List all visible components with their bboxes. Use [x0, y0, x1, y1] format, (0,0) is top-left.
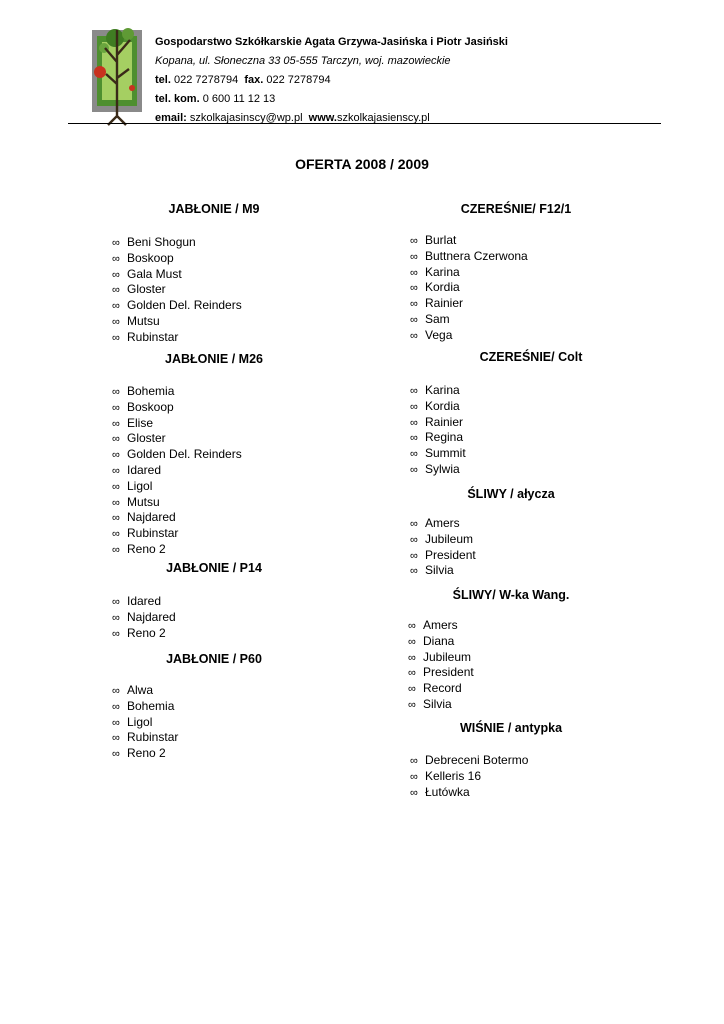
- variety-name: Ligol: [127, 478, 153, 493]
- variety-item: [410, 328, 528, 344]
- variety-list: [410, 383, 466, 478]
- variety-item: [410, 399, 466, 415]
- variety-name: Rubinstar: [127, 329, 179, 344]
- infinity-bullet-icon: ∞: [410, 549, 418, 562]
- infinity-bullet-icon: ∞: [112, 732, 120, 745]
- section-heading: [64, 202, 364, 216]
- infinity-bullet-icon: ∞: [410, 298, 418, 311]
- variety-list: [112, 384, 242, 558]
- infinity-bullet-icon: ∞: [112, 596, 120, 608]
- variety-item: [112, 715, 178, 731]
- section-heading: [361, 588, 661, 602]
- variety-item: [112, 594, 176, 610]
- infinity-bullet-icon: ∞: [112, 386, 120, 398]
- variety-name: Rainier: [425, 414, 464, 429]
- variety-item: [410, 249, 528, 265]
- variety-name: Najdared: [127, 609, 176, 624]
- infinity-bullet-icon: ∞: [410, 533, 418, 546]
- variety-name: Regina: [425, 430, 464, 445]
- variety-item: [112, 626, 176, 642]
- variety-item: [410, 516, 476, 532]
- infinity-bullet-icon: ∞: [410, 400, 418, 413]
- infinity-bullet-icon: ∞: [112, 611, 120, 624]
- variety-list: [410, 753, 528, 800]
- section-title: JABŁONIE / M26: [165, 352, 263, 366]
- variety-name: Boskoop: [127, 399, 174, 414]
- variety-list: [112, 235, 242, 346]
- section-heading: [64, 352, 364, 366]
- variety-item: [410, 296, 528, 312]
- variety-item: [410, 233, 528, 249]
- infinity-bullet-icon: ∞: [112, 417, 120, 430]
- variety-name: Burlat: [425, 233, 457, 247]
- variety-list: [112, 594, 176, 641]
- variety-item: [112, 610, 176, 626]
- variety-item: [112, 730, 178, 746]
- variety-list: [408, 618, 474, 713]
- infinity-bullet-icon: ∞: [410, 565, 418, 578]
- variety-name: Amers: [425, 516, 460, 530]
- variety-item: [410, 532, 476, 548]
- infinity-bullet-icon: ∞: [408, 620, 416, 632]
- company-name: Gospodarstwo Szkółkarskie Agata Grzywa-Jasińska i Piotr Jasiński: [155, 36, 508, 48]
- infinity-bullet-icon: ∞: [410, 786, 418, 799]
- page-title: OFERTA 2008 / 2009: [295, 156, 429, 172]
- fax-value: 022 7278794: [266, 74, 331, 86]
- variety-name: Sylwia: [425, 461, 460, 476]
- variety-item: [410, 280, 528, 296]
- variety-item: [410, 548, 476, 564]
- infinity-bullet-icon: ∞: [112, 716, 120, 729]
- variety-item: [112, 235, 242, 251]
- section-heading: [381, 350, 681, 364]
- variety-name: Rainier: [425, 296, 464, 311]
- infinity-bullet-icon: ∞: [410, 463, 418, 476]
- infinity-bullet-icon: ∞: [112, 433, 120, 446]
- infinity-bullet-icon: ∞: [408, 635, 416, 648]
- contact-line: [155, 109, 508, 128]
- variety-item: [410, 415, 466, 431]
- variety-item: [112, 267, 242, 283]
- infinity-bullet-icon: ∞: [410, 770, 418, 783]
- section-title: ŚLIWY/ W-ka Wang.: [452, 588, 570, 602]
- infinity-bullet-icon: ∞: [112, 237, 120, 249]
- variety-item: [410, 785, 528, 801]
- section-title: ŚLIWY / ałycza: [467, 487, 555, 501]
- infinity-bullet-icon: ∞: [112, 464, 120, 477]
- variety-name: Kordia: [425, 398, 460, 413]
- mobile-line: [155, 90, 508, 109]
- variety-name: Najdared: [127, 510, 176, 525]
- variety-name: Beni Shogun: [127, 235, 196, 249]
- variety-name: Mutsu: [127, 313, 160, 328]
- variety-name: Łutówka: [425, 784, 470, 799]
- infinity-bullet-icon: ∞: [410, 329, 418, 342]
- variety-name: Idared: [127, 594, 162, 608]
- variety-name: Reno 2: [127, 541, 166, 556]
- variety-name: Record: [423, 681, 462, 696]
- variety-name: Jubileum: [425, 531, 474, 546]
- section-heading: [64, 561, 364, 575]
- variety-name: Bohemia: [127, 698, 175, 713]
- variety-item: [408, 697, 474, 713]
- variety-name: Reno 2: [127, 746, 166, 761]
- infinity-bullet-icon: ∞: [112, 401, 120, 414]
- infinity-bullet-icon: ∞: [112, 284, 120, 297]
- company-logo: [88, 22, 146, 126]
- section-title: JABŁONIE / P60: [166, 652, 262, 666]
- variety-item: [112, 495, 242, 511]
- infinity-bullet-icon: ∞: [112, 480, 120, 493]
- infinity-bullet-icon: ∞: [410, 755, 418, 767]
- variety-item: [408, 634, 474, 650]
- infinity-bullet-icon: ∞: [410, 448, 418, 461]
- variety-item: [112, 384, 242, 400]
- variety-name: Bohemia: [127, 384, 175, 398]
- variety-item: [112, 542, 242, 558]
- variety-item: [408, 681, 474, 697]
- infinity-bullet-icon: ∞: [410, 416, 418, 429]
- variety-name: Debreceni Botermo: [425, 753, 529, 767]
- variety-item: [410, 430, 466, 446]
- infinity-bullet-icon: ∞: [112, 543, 120, 556]
- variety-list: [112, 683, 178, 762]
- mobile-value: 0 600 11 12 13: [202, 93, 276, 105]
- section-title: JABŁONIE / P14: [166, 561, 262, 575]
- infinity-bullet-icon: ∞: [112, 268, 120, 281]
- tel-value: 022 7278794: [173, 74, 239, 86]
- section-heading: [361, 721, 661, 735]
- variety-item: [112, 463, 242, 479]
- infinity-bullet-icon: ∞: [408, 683, 416, 696]
- infinity-bullet-icon: ∞: [112, 528, 120, 541]
- variety-name: Amers: [423, 618, 458, 632]
- variety-name: Silvia: [425, 563, 454, 578]
- variety-name: Kelleris 16: [425, 768, 482, 783]
- variety-name: Kordia: [425, 280, 460, 295]
- variety-name: Gloster: [127, 282, 166, 297]
- infinity-bullet-icon: ∞: [410, 250, 418, 263]
- variety-item: [410, 753, 528, 769]
- section-title: CZEREŚNIE/ Colt: [479, 350, 583, 364]
- company-address: Kopana, ul. Słoneczna 33 05-555 Tarczyn, woj. mazowieckie: [155, 55, 451, 67]
- infinity-bullet-icon: ∞: [408, 667, 416, 680]
- infinity-bullet-icon: ∞: [112, 512, 120, 525]
- variety-item: [112, 683, 178, 699]
- variety-name: Rubinstar: [127, 526, 179, 541]
- infinity-bullet-icon: ∞: [112, 685, 120, 697]
- variety-item: [410, 563, 476, 579]
- infinity-bullet-icon: ∞: [410, 266, 418, 279]
- header-divider: [68, 123, 661, 124]
- variety-item: [112, 251, 242, 267]
- variety-name: Ligol: [127, 714, 153, 729]
- email-link[interactable]: szkolkajasinscy@wp.pl: [189, 112, 303, 124]
- infinity-bullet-icon: ∞: [112, 252, 120, 265]
- variety-name: President: [423, 665, 474, 680]
- infinity-bullet-icon: ∞: [410, 385, 418, 397]
- variety-name: Jubileum: [423, 649, 472, 664]
- infinity-bullet-icon: ∞: [112, 315, 120, 328]
- variety-name: President: [425, 547, 476, 562]
- infinity-bullet-icon: ∞: [112, 627, 120, 640]
- variety-item: [112, 298, 242, 314]
- infinity-bullet-icon: ∞: [112, 300, 120, 313]
- variety-name: Elise: [127, 415, 154, 430]
- variety-name: Reno 2: [127, 625, 166, 640]
- variety-list: [410, 516, 476, 579]
- variety-name: Gloster: [127, 431, 166, 446]
- variety-name: Karina: [425, 264, 460, 279]
- variety-item: [408, 650, 474, 666]
- variety-name: Boskoop: [127, 250, 174, 265]
- variety-name: Alwa: [127, 683, 154, 697]
- section-heading: [366, 202, 666, 216]
- section-heading: [64, 652, 364, 666]
- variety-item: [408, 618, 474, 634]
- variety-item: [408, 665, 474, 681]
- variety-list: [410, 233, 528, 344]
- website-link[interactable]: szkolkajasienscy.pl: [336, 112, 430, 124]
- variety-item: [112, 431, 242, 447]
- variety-item: [112, 699, 178, 715]
- fax-label: fax.: [244, 74, 264, 86]
- infinity-bullet-icon: ∞: [410, 518, 418, 530]
- variety-item: [112, 416, 242, 432]
- variety-name: Idared: [127, 462, 162, 477]
- variety-item: [112, 526, 242, 542]
- section-title: JABŁONIE / M9: [168, 202, 260, 216]
- infinity-bullet-icon: ∞: [112, 700, 120, 713]
- variety-item: [112, 447, 242, 463]
- variety-item: [112, 314, 242, 330]
- infinity-bullet-icon: ∞: [408, 698, 416, 711]
- variety-item: [112, 479, 242, 495]
- variety-item: [112, 330, 242, 346]
- variety-item: [112, 510, 242, 526]
- variety-name: Buttnera Czerwona: [425, 248, 528, 263]
- infinity-bullet-icon: ∞: [408, 651, 416, 664]
- infinity-bullet-icon: ∞: [112, 449, 120, 462]
- variety-name: Mutsu: [127, 494, 160, 509]
- variety-item: [410, 265, 528, 281]
- infinity-bullet-icon: ∞: [410, 235, 418, 247]
- infinity-bullet-icon: ∞: [410, 282, 418, 295]
- variety-item: [410, 462, 466, 478]
- variety-name: Golden Del. Reinders: [127, 447, 242, 462]
- section-heading: [361, 487, 661, 501]
- infinity-bullet-icon: ∞: [112, 496, 120, 509]
- variety-name: Silvia: [423, 696, 452, 711]
- email-label: email:: [155, 112, 187, 124]
- variety-item: [410, 769, 528, 785]
- variety-item: [112, 746, 178, 762]
- variety-name: Vega: [425, 327, 453, 342]
- variety-name: Karina: [425, 383, 460, 397]
- variety-item: [410, 312, 528, 328]
- infinity-bullet-icon: ∞: [410, 313, 418, 326]
- mobile-label: tel. kom.: [155, 93, 200, 105]
- variety-name: Summit: [425, 446, 466, 461]
- variety-name: Gala Must: [127, 266, 182, 281]
- variety-name: Golden Del. Reinders: [127, 298, 242, 313]
- infinity-bullet-icon: ∞: [410, 432, 418, 445]
- variety-name: Diana: [423, 633, 455, 648]
- company-header: [155, 33, 508, 128]
- section-title: WIŚNIE / antypka: [459, 721, 563, 735]
- section-title: CZEREŚNIE/ F12/1: [460, 202, 572, 216]
- variety-item: [112, 282, 242, 298]
- variety-item: [410, 383, 466, 399]
- www-label: www.: [308, 112, 337, 124]
- infinity-bullet-icon: ∞: [112, 331, 120, 344]
- variety-item: [410, 446, 466, 462]
- phone-line: [155, 71, 508, 90]
- infinity-bullet-icon: ∞: [112, 748, 120, 761]
- variety-item: [112, 400, 242, 416]
- variety-name: Rubinstar: [127, 730, 179, 745]
- tel-label: tel.: [155, 74, 171, 86]
- variety-name: Sam: [425, 311, 450, 326]
